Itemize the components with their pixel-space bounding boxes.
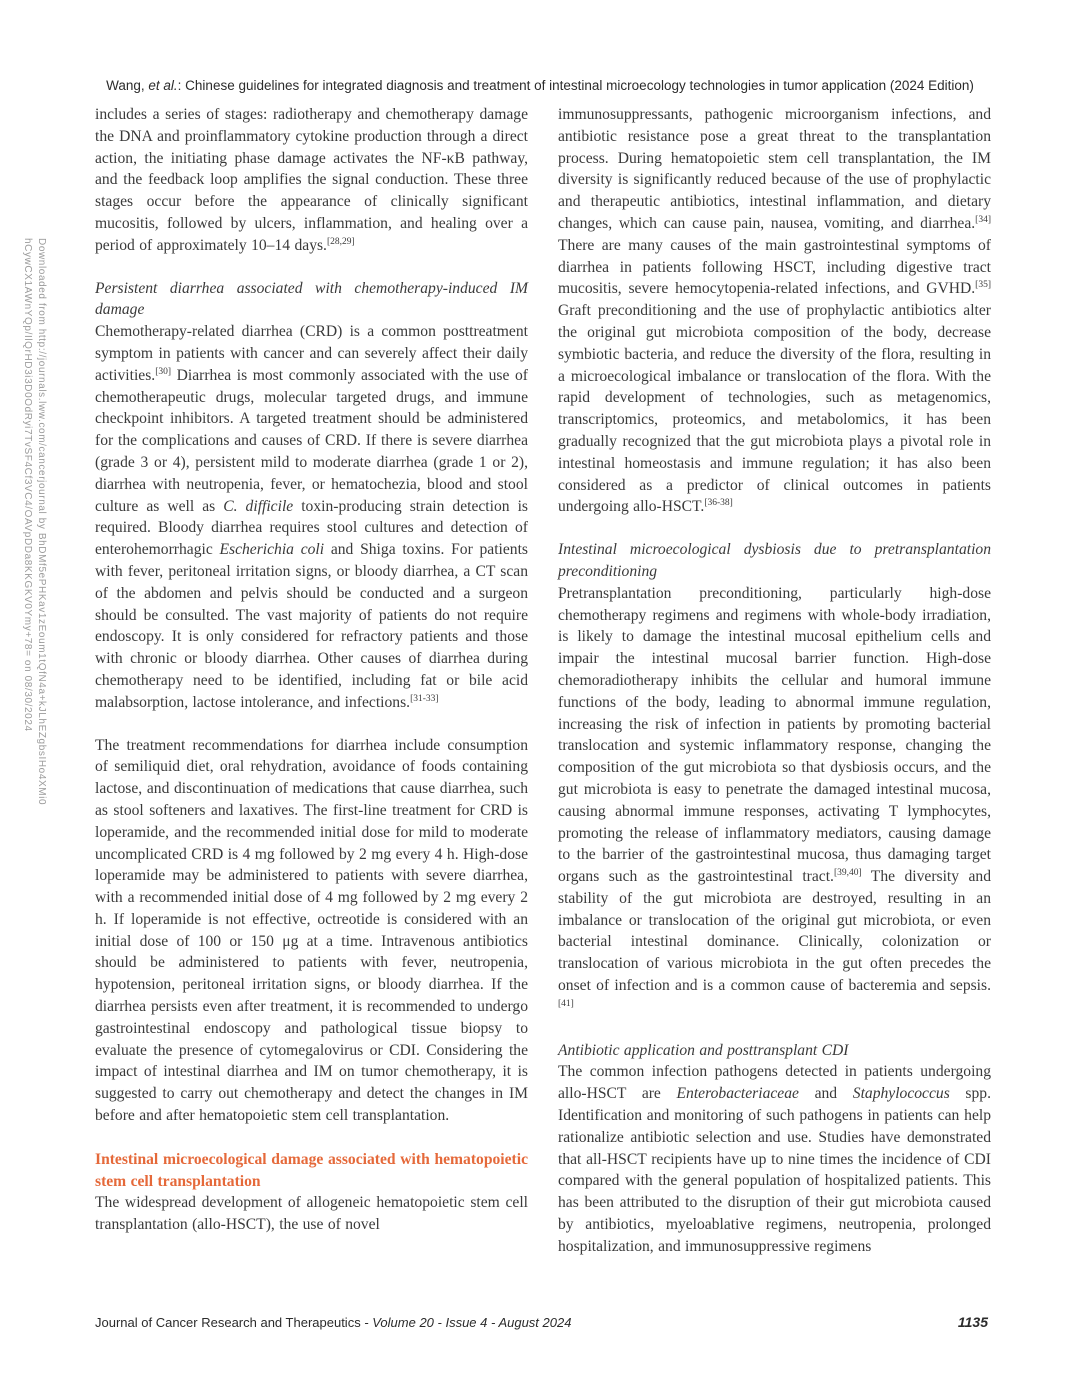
text-segment: Graft preconditioning and the use of prophylactic antibiotics alter the original gut microbiota composition of the body, decrease symbiotic bacteria, and reduce the diversity of the flora, resulting in a microecological imbalance or translocation of the flora. With the rapid development of technologies, such as metagenomics, transcriptomics, proteomics, and metabolomics, it has been gradually recognized that the gut microbiota plays a pivotal role in intestinal homeostasis and immune regulation; it has also been considered as a predictor of clinical outcomes in patients undergoing allo-HSCT. <box>558 302 991 516</box>
text-segment: and Shiga toxins. For patients with fever, peritoneal irritation signs, or bloody diarrhea, a CT scan of the abdomen and pelvis should be conducted and a surgeon should be consulted. The vast majority of patients do not require endoscopy. It is only considered for refractory patients and those with chronic or bloody diarrhea. Other causes of diarrhea during chemotherapy need to be identified, including fat or bile acid malabsorption, lactose intolerance, and infections. <box>95 541 528 711</box>
text-segment: The widespread development of allogeneic hematopoietic stem cell transplantation (allo-HSCT), the use of novel <box>95 1194 528 1234</box>
text-segment: : Chinese guidelines for integrated diagnosis and treatment of intestinal microecology technologies in tumor application (2024 Edition) <box>177 78 974 93</box>
page-number: 1135 <box>957 1314 988 1330</box>
text-segment: The diversity and stability of the gut microbiota are destroyed, resulting in an imbalance or translocation of the original gut microbiota, or even bacterial intestinal dominance. Clinically, colonization or translocation of various microbiota in the gut often precedes the onset of infection and is a common cause of bacteremia and sepsis. <box>558 868 991 995</box>
text-segment: Escherichia coli <box>219 541 325 559</box>
subsection-heading <box>558 539 991 583</box>
text-segment: toxin-producing strain detection is required. Bloody diarrhea requires stool cultures and detection of enterohemorrhagic <box>95 497 528 559</box>
text-segment: Antibiotic application and posttransplant CDI <box>558 1041 849 1059</box>
reference-marker: [36-38] <box>704 498 733 509</box>
paragraph <box>95 735 528 1127</box>
text-segment: The common infection pathogens detected in patients undergoing allo-HSCT are <box>558 1063 991 1103</box>
text-segment: C. difficile <box>223 497 294 515</box>
text-segment: Persistent diarrhea associated with chemotherapy-induced IM damage <box>95 279 528 319</box>
text-segment: Diarrhea is most commonly associated with the use of chemotherapeutic drugs, molecular targeted drugs, and immune checkpoint inhibitors. A targeted treatment should be administered for the complications and causes of CRD. If there is severe diarrhea (grade 3 or 4), persistent mild to moderate diarrhea (grade 1 or 2), diarrhea with neutropenia, fever, or hematochezia, blood and stool culture as well as <box>95 366 528 515</box>
text-segment: There are many causes of the main gastrointestinal symptoms of diarrhea in patients following HSCT, including digestive tract mucositis, severe hemocytopenia-related infections, and GVHD. <box>558 236 991 298</box>
text-segment: includes a series of stages: radiotherapy and chemotherapy damage the DNA and proinflammatory cytokine production through a direct action, the initiating phase damage activates the NF-κB pathway, and the feedback loop amplifies the signal conduction. These three stages occur before the appearance of clinically significant mucositis, followed by ulcers, inflammation, and healing over a period of approximately 10–14 days. <box>95 106 528 254</box>
reference-marker: [34] <box>975 214 991 225</box>
text-segment: Wang, <box>106 78 149 93</box>
text-segment: et al. <box>148 78 178 93</box>
paragraph <box>558 104 991 518</box>
reference-marker: [30] <box>155 366 172 377</box>
text-segment: Pretransplantation preconditioning, particularly high-dose chemotherapy regimens and regimens with whole-body irradiation, is likely to damage the intestinal mucosal epithelium cells and impair the intestinal mucosal barrier function. High-dose chemoradiotherapy inhibits the cellular and humoral immune functions of the body, leading to abnormal immune regulation, increasing the risk of infection in patients by promoting bacterial translocation and systemic inflammatory response, changing the composition of the gut microbiota so that dysbiosis occurs, and the gut microbiota is easy to penetrate the damaged intestinal mucosa, causing abnormal immune responses, activating T lymphocytes, promoting the release of inflammatory mediators, causing damage to the barrier of the gastrointestinal mucosa, thus damaging target organs such as the gastrointestinal tract. <box>558 584 991 886</box>
left-column <box>95 104 528 1296</box>
download-watermark <box>20 238 48 898</box>
text-segment: Journal of Cancer Research and Therapeutics <box>95 1315 361 1330</box>
paragraph <box>95 1192 528 1236</box>
page-footer <box>95 1314 988 1330</box>
section-heading <box>95 1149 528 1193</box>
reference-marker: [39,40] <box>833 867 862 878</box>
text-segment: spp. Identification and monitoring of such pathogens in patients can help rationalize antibiotic selection and use. Studies have demonstrated that all-HSCT recipients have up to nine times the incidence of CDI compared with the general population of hospitalized patients. This has been attributed to the disruption of their gut microbiota caused by antibiotics, myeloablative regimens, neutropenia, prolonged hospitalization, and immunosuppressive regimens <box>558 1085 991 1255</box>
text-segment: Chemotherapy-related diarrhea (CRD) is a common posttreatment symptom in patients with cancer and can severely affect their daily activities. <box>95 323 528 384</box>
text-segment: Enterobacteriaceae <box>676 1085 799 1103</box>
paragraph <box>558 583 991 1019</box>
download-watermark-line: Downloaded from http://journals.lww.com/cancerjournal by BhDMf5ePHKav1zEoum1tQfN4a+kJLhEZgbsIHo4XMi0 <box>36 238 47 806</box>
download-watermark-line: hCywCX1AWnYQp/IlQrHD3i3D0OdRyi7TvSF4Cf3VC4/OAVpDDa8KKGKV0Ymy+78= on 08/30/2024 <box>22 238 33 732</box>
text-segment: Intestinal microecological damage associated with hematopoietic stem cell transplantation <box>95 1150 528 1190</box>
text-segment: immunosuppressants, pathogenic microorganism infections, and antibiotic resistance pose a great threat to the transplantation process. During hematopoietic stem cell transplantation, the IM diversity is significantly reduced because of the use of prophylactic and therapeutic antibiotics, intestinal inflammation, and dietary changes, which can cause pain, nausea, vomiting, and diarrhea. <box>558 106 991 232</box>
text-segment: - Volume 20 - Issue 4 - August 2024 <box>360 1315 572 1330</box>
journal-citation <box>95 1315 571 1330</box>
text-segment: and <box>798 1085 853 1103</box>
text-segment: Intestinal microecological dysbiosis due to pretransplantation preconditioning <box>558 541 991 580</box>
paragraph <box>558 1061 991 1257</box>
reference-marker: [31-33] <box>410 693 439 704</box>
reference-marker: [35] <box>975 280 991 291</box>
reference-marker: [41] <box>558 998 574 1009</box>
text-segment: Staphylococcus <box>852 1085 950 1103</box>
running-head <box>90 78 990 93</box>
subsection-heading <box>558 1040 991 1062</box>
paragraph <box>95 321 528 713</box>
paragraph <box>95 104 528 257</box>
subsection-heading <box>95 278 528 322</box>
article-body <box>95 104 991 1296</box>
right-column <box>558 104 991 1296</box>
reference-marker: [28,29] <box>326 236 355 247</box>
text-segment: The treatment recommendations for diarrhea include consumption of semiliquid diet, oral rehydration, avoidance of foods containing lactose, and discontinuation of medications that cause diarrhea, such as stool softeners and laxatives. The first-line treatment for CRD is loperamide, and the recommended initial dose for mild to moderate uncomplicated CRD is 4 mg followed by 2 mg every 4 h. High-dose loperamide may be administered to patients with severe diarrhea, with a recommended initial dose of 4 mg followed by 2 mg every 2 h. If loperamide is not effective, octreotide is considered with an initial dose of 100 or 150 μg at a time. Intravenous antibiotics should be administered to patients with fever, neutropenia, hypotension, peritoneal irritation signs, or bloody diarrhea. If the diarrhea persists even after treatment, it is recommended to undergo gastrointestinal endoscopy and pathological tissue biopsy to evaluate the presence of cytomegalovirus or CDI. Considering the impact of intestinal diarrhea and IM on tumor chemotherapy, it is suggested to carry out chemotherapy and detect the changes in IM before and after hematopoietic stem cell transplantation. <box>95 736 528 1125</box>
